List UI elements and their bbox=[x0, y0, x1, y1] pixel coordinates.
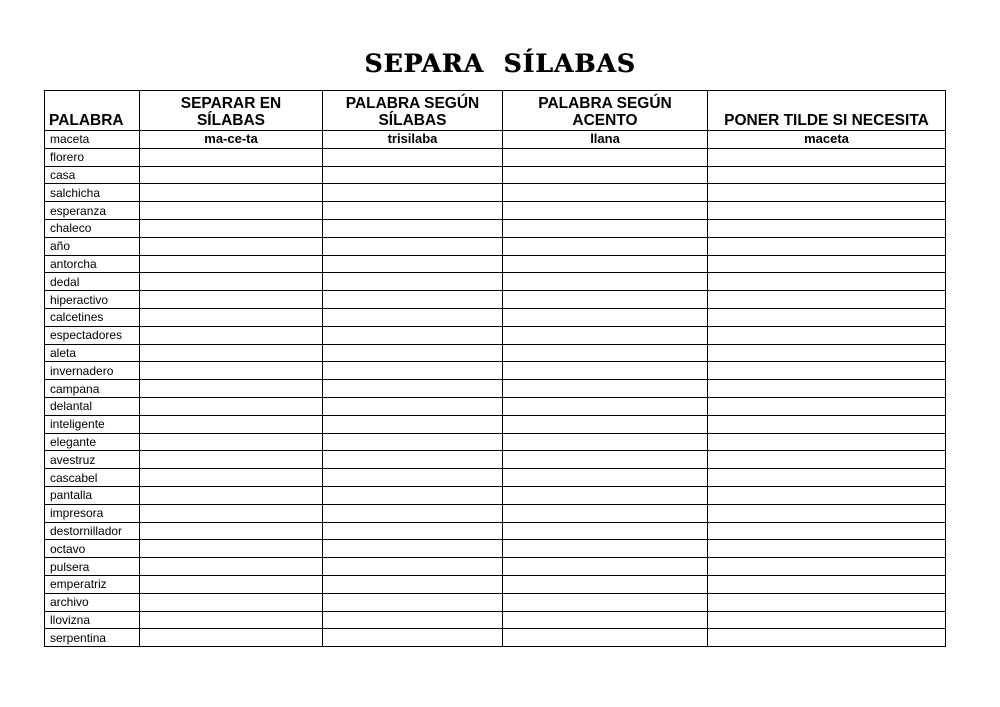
word-cell: llovizna bbox=[45, 611, 140, 629]
word-cell: cascabel bbox=[45, 469, 140, 487]
accent-type-input-cell[interactable] bbox=[503, 469, 708, 487]
accent-type-input-cell[interactable] bbox=[503, 344, 708, 362]
table-row bbox=[45, 308, 946, 326]
accent-type-input-cell[interactable] bbox=[503, 415, 708, 433]
table-row bbox=[45, 433, 946, 451]
word-cell: octavo bbox=[45, 540, 140, 558]
table-row bbox=[45, 558, 946, 576]
header-palabra: PALABRA bbox=[45, 91, 140, 131]
word-cell: hiperactivo bbox=[45, 291, 140, 309]
syllables-input-cell[interactable] bbox=[140, 397, 323, 415]
accent-type-input-cell[interactable] bbox=[503, 308, 708, 326]
tilde-input-cell[interactable] bbox=[708, 558, 946, 576]
accent-type-input-cell[interactable] bbox=[503, 326, 708, 344]
syllable-type-input-cell[interactable] bbox=[323, 593, 503, 611]
tilde-input-cell[interactable] bbox=[708, 469, 946, 487]
word-cell: invernadero bbox=[45, 362, 140, 380]
accent-type-input-cell[interactable] bbox=[503, 237, 708, 255]
syllables-input-cell[interactable] bbox=[140, 380, 323, 398]
syllable-type-input-cell[interactable] bbox=[323, 611, 503, 629]
tilde-input-cell[interactable] bbox=[708, 540, 946, 558]
tilde-input-cell[interactable] bbox=[708, 326, 946, 344]
accent-type-input-cell[interactable] bbox=[503, 558, 708, 576]
accent-type-input-cell[interactable] bbox=[503, 575, 708, 593]
table-row bbox=[45, 255, 946, 273]
word-cell: dedal bbox=[45, 273, 140, 291]
syllables-input-cell[interactable] bbox=[140, 166, 323, 184]
word-cell: pantalla bbox=[45, 486, 140, 504]
accent-type-input-cell[interactable] bbox=[503, 148, 708, 166]
tilde-input-cell[interactable] bbox=[708, 451, 946, 469]
table-row bbox=[45, 415, 946, 433]
table-row bbox=[45, 540, 946, 558]
syllable-type-input-cell[interactable] bbox=[323, 575, 503, 593]
word-cell: campana bbox=[45, 380, 140, 398]
table-row bbox=[45, 486, 946, 504]
accent-type-input-cell[interactable] bbox=[503, 255, 708, 273]
table-row bbox=[45, 237, 946, 255]
tilde-input-cell[interactable] bbox=[708, 362, 946, 380]
syllables-input-cell[interactable] bbox=[140, 362, 323, 380]
syllables-input-cell[interactable] bbox=[140, 629, 323, 647]
tilde-input-cell[interactable] bbox=[708, 486, 946, 504]
word-cell: destornillador bbox=[45, 522, 140, 540]
syllables-input-cell[interactable] bbox=[140, 540, 323, 558]
syllable-type-input-cell[interactable] bbox=[323, 397, 503, 415]
word-cell: avestruz bbox=[45, 451, 140, 469]
word-cell: pulsera bbox=[45, 558, 140, 576]
syllable-type-input-cell[interactable] bbox=[323, 255, 503, 273]
syllable-type-input-cell[interactable] bbox=[323, 291, 503, 309]
word-cell: chaleco bbox=[45, 219, 140, 237]
accent-type-input-cell[interactable] bbox=[503, 433, 708, 451]
syllable-type-input-cell[interactable] bbox=[323, 202, 503, 220]
table-row bbox=[45, 344, 946, 362]
syllables-input-cell[interactable] bbox=[140, 575, 323, 593]
tilde-input-cell[interactable] bbox=[708, 344, 946, 362]
table-row bbox=[45, 380, 946, 398]
accent-type-input-cell[interactable] bbox=[503, 611, 708, 629]
accent-type-input-cell[interactable] bbox=[503, 219, 708, 237]
tilde-input-cell[interactable] bbox=[708, 255, 946, 273]
tilde-input-cell[interactable] bbox=[708, 504, 946, 522]
syllables-input-cell[interactable] bbox=[140, 522, 323, 540]
syllable-type-input-cell[interactable] bbox=[323, 273, 503, 291]
syllable-table bbox=[44, 90, 946, 647]
syllables-input-cell[interactable] bbox=[140, 202, 323, 220]
accent-type-input-cell[interactable] bbox=[503, 184, 708, 202]
syllable-type-input-cell[interactable] bbox=[323, 380, 503, 398]
accent-type-input-cell[interactable] bbox=[503, 540, 708, 558]
accent-type-input-cell[interactable] bbox=[503, 397, 708, 415]
syllables-input-cell[interactable] bbox=[140, 451, 323, 469]
tilde-input-cell[interactable] bbox=[708, 184, 946, 202]
syllables-input-cell[interactable] bbox=[140, 148, 323, 166]
table-row bbox=[45, 451, 946, 469]
syllables-input-cell[interactable] bbox=[140, 558, 323, 576]
tilde-input-cell[interactable] bbox=[708, 522, 946, 540]
word-cell: salchicha bbox=[45, 184, 140, 202]
accent-type-input-cell[interactable] bbox=[503, 522, 708, 540]
syllables-cell: ma-ce-ta bbox=[140, 131, 323, 149]
syllable-type-input-cell[interactable] bbox=[323, 148, 503, 166]
syllables-input-cell[interactable] bbox=[140, 486, 323, 504]
syllable-type-input-cell[interactable] bbox=[323, 308, 503, 326]
accent-type-input-cell[interactable] bbox=[503, 273, 708, 291]
tilde-cell: maceta bbox=[708, 131, 946, 149]
word-cell: inteligente bbox=[45, 415, 140, 433]
table-row bbox=[45, 362, 946, 380]
table-row bbox=[45, 611, 946, 629]
syllable-type-input-cell[interactable] bbox=[323, 433, 503, 451]
syllable-type-input-cell[interactable] bbox=[323, 522, 503, 540]
word-cell: maceta bbox=[45, 131, 140, 149]
tilde-input-cell[interactable] bbox=[708, 237, 946, 255]
tilde-input-cell[interactable] bbox=[708, 611, 946, 629]
syllable-type-input-cell[interactable] bbox=[323, 469, 503, 487]
syllables-input-cell[interactable] bbox=[140, 237, 323, 255]
syllable-type-input-cell[interactable] bbox=[323, 558, 503, 576]
table-row bbox=[45, 184, 946, 202]
accent-type-input-cell[interactable] bbox=[503, 362, 708, 380]
header-tilde: PONER TILDE SI NECESITA bbox=[708, 91, 946, 131]
syllables-input-cell[interactable] bbox=[140, 308, 323, 326]
word-cell: emperatriz bbox=[45, 575, 140, 593]
accent-type-input-cell[interactable] bbox=[503, 202, 708, 220]
word-cell: esperanza bbox=[45, 202, 140, 220]
word-cell: calcetines bbox=[45, 308, 140, 326]
tilde-input-cell[interactable] bbox=[708, 629, 946, 647]
table-row bbox=[45, 575, 946, 593]
word-cell: impresora bbox=[45, 504, 140, 522]
table-row bbox=[45, 273, 946, 291]
tilde-input-cell[interactable] bbox=[708, 219, 946, 237]
table-row bbox=[45, 202, 946, 220]
syllables-input-cell[interactable] bbox=[140, 415, 323, 433]
tilde-input-cell[interactable] bbox=[708, 202, 946, 220]
table-row bbox=[45, 166, 946, 184]
table-row bbox=[45, 469, 946, 487]
syllables-input-cell[interactable] bbox=[140, 469, 323, 487]
accent-type-input-cell[interactable] bbox=[503, 380, 708, 398]
syllable-type-input-cell[interactable] bbox=[323, 415, 503, 433]
syllable-type-input-cell[interactable] bbox=[323, 237, 503, 255]
word-cell: archivo bbox=[45, 593, 140, 611]
word-cell: espectadores bbox=[45, 326, 140, 344]
tilde-input-cell[interactable] bbox=[708, 397, 946, 415]
syllables-input-cell[interactable] bbox=[140, 326, 323, 344]
page-title: SEPARA SÍLABAS bbox=[364, 49, 636, 78]
example-row bbox=[45, 131, 946, 149]
accent-type-cell: llana bbox=[503, 131, 708, 149]
header-separar: SEPARAR EN SÍLABAS bbox=[140, 91, 323, 131]
tilde-input-cell[interactable] bbox=[708, 415, 946, 433]
table-row bbox=[45, 148, 946, 166]
accent-type-input-cell[interactable] bbox=[503, 486, 708, 504]
accent-type-input-cell[interactable] bbox=[503, 451, 708, 469]
syllables-input-cell[interactable] bbox=[140, 255, 323, 273]
tilde-input-cell[interactable] bbox=[708, 166, 946, 184]
accent-type-input-cell[interactable] bbox=[503, 629, 708, 647]
syllables-input-cell[interactable] bbox=[140, 433, 323, 451]
tilde-input-cell[interactable] bbox=[708, 433, 946, 451]
syllable-type-input-cell[interactable] bbox=[323, 451, 503, 469]
syllables-input-cell[interactable] bbox=[140, 184, 323, 202]
header-segun-acento: PALABRA SEGÚN ACENTO bbox=[503, 91, 708, 131]
table-row bbox=[45, 593, 946, 611]
syllable-type-input-cell[interactable] bbox=[323, 344, 503, 362]
syllable-type-input-cell[interactable] bbox=[323, 362, 503, 380]
accent-type-input-cell[interactable] bbox=[503, 291, 708, 309]
accent-type-input-cell[interactable] bbox=[503, 504, 708, 522]
table-row bbox=[45, 504, 946, 522]
word-cell: serpentina bbox=[45, 629, 140, 647]
tilde-input-cell[interactable] bbox=[708, 291, 946, 309]
table-row bbox=[45, 629, 946, 647]
word-cell: elegante bbox=[45, 433, 140, 451]
word-cell: casa bbox=[45, 166, 140, 184]
table-row bbox=[45, 522, 946, 540]
syllables-input-cell[interactable] bbox=[140, 273, 323, 291]
syllable-type-input-cell[interactable] bbox=[323, 326, 503, 344]
syllable-type-input-cell[interactable] bbox=[323, 184, 503, 202]
syllable-type-input-cell[interactable] bbox=[323, 486, 503, 504]
word-cell: antorcha bbox=[45, 255, 140, 273]
table-row bbox=[45, 397, 946, 415]
word-cell: delantal bbox=[45, 397, 140, 415]
tilde-input-cell[interactable] bbox=[708, 308, 946, 326]
tilde-input-cell[interactable] bbox=[708, 273, 946, 291]
syllable-type-cell: trisilaba bbox=[323, 131, 503, 149]
syllable-type-input-cell[interactable] bbox=[323, 219, 503, 237]
syllable-type-input-cell[interactable] bbox=[323, 629, 503, 647]
accent-type-input-cell[interactable] bbox=[503, 166, 708, 184]
header-segun-silabas: PALABRA SEGÚN SÍLABAS bbox=[323, 91, 503, 131]
syllable-type-input-cell[interactable] bbox=[323, 166, 503, 184]
tilde-input-cell[interactable] bbox=[708, 575, 946, 593]
syllables-input-cell[interactable] bbox=[140, 504, 323, 522]
word-cell: aleta bbox=[45, 344, 140, 362]
syllable-type-input-cell[interactable] bbox=[323, 504, 503, 522]
syllables-input-cell[interactable] bbox=[140, 344, 323, 362]
table-row bbox=[45, 326, 946, 344]
word-cell: año bbox=[45, 237, 140, 255]
syllables-input-cell[interactable] bbox=[140, 611, 323, 629]
header-row bbox=[45, 91, 946, 131]
tilde-input-cell[interactable] bbox=[708, 380, 946, 398]
syllables-input-cell[interactable] bbox=[140, 291, 323, 309]
syllable-type-input-cell[interactable] bbox=[323, 540, 503, 558]
syllables-input-cell[interactable] bbox=[140, 219, 323, 237]
accent-type-input-cell[interactable] bbox=[503, 593, 708, 611]
tilde-input-cell[interactable] bbox=[708, 148, 946, 166]
table-row bbox=[45, 219, 946, 237]
table-row bbox=[45, 291, 946, 309]
tilde-input-cell[interactable] bbox=[708, 593, 946, 611]
word-cell: florero bbox=[45, 148, 140, 166]
syllables-input-cell[interactable] bbox=[140, 593, 323, 611]
